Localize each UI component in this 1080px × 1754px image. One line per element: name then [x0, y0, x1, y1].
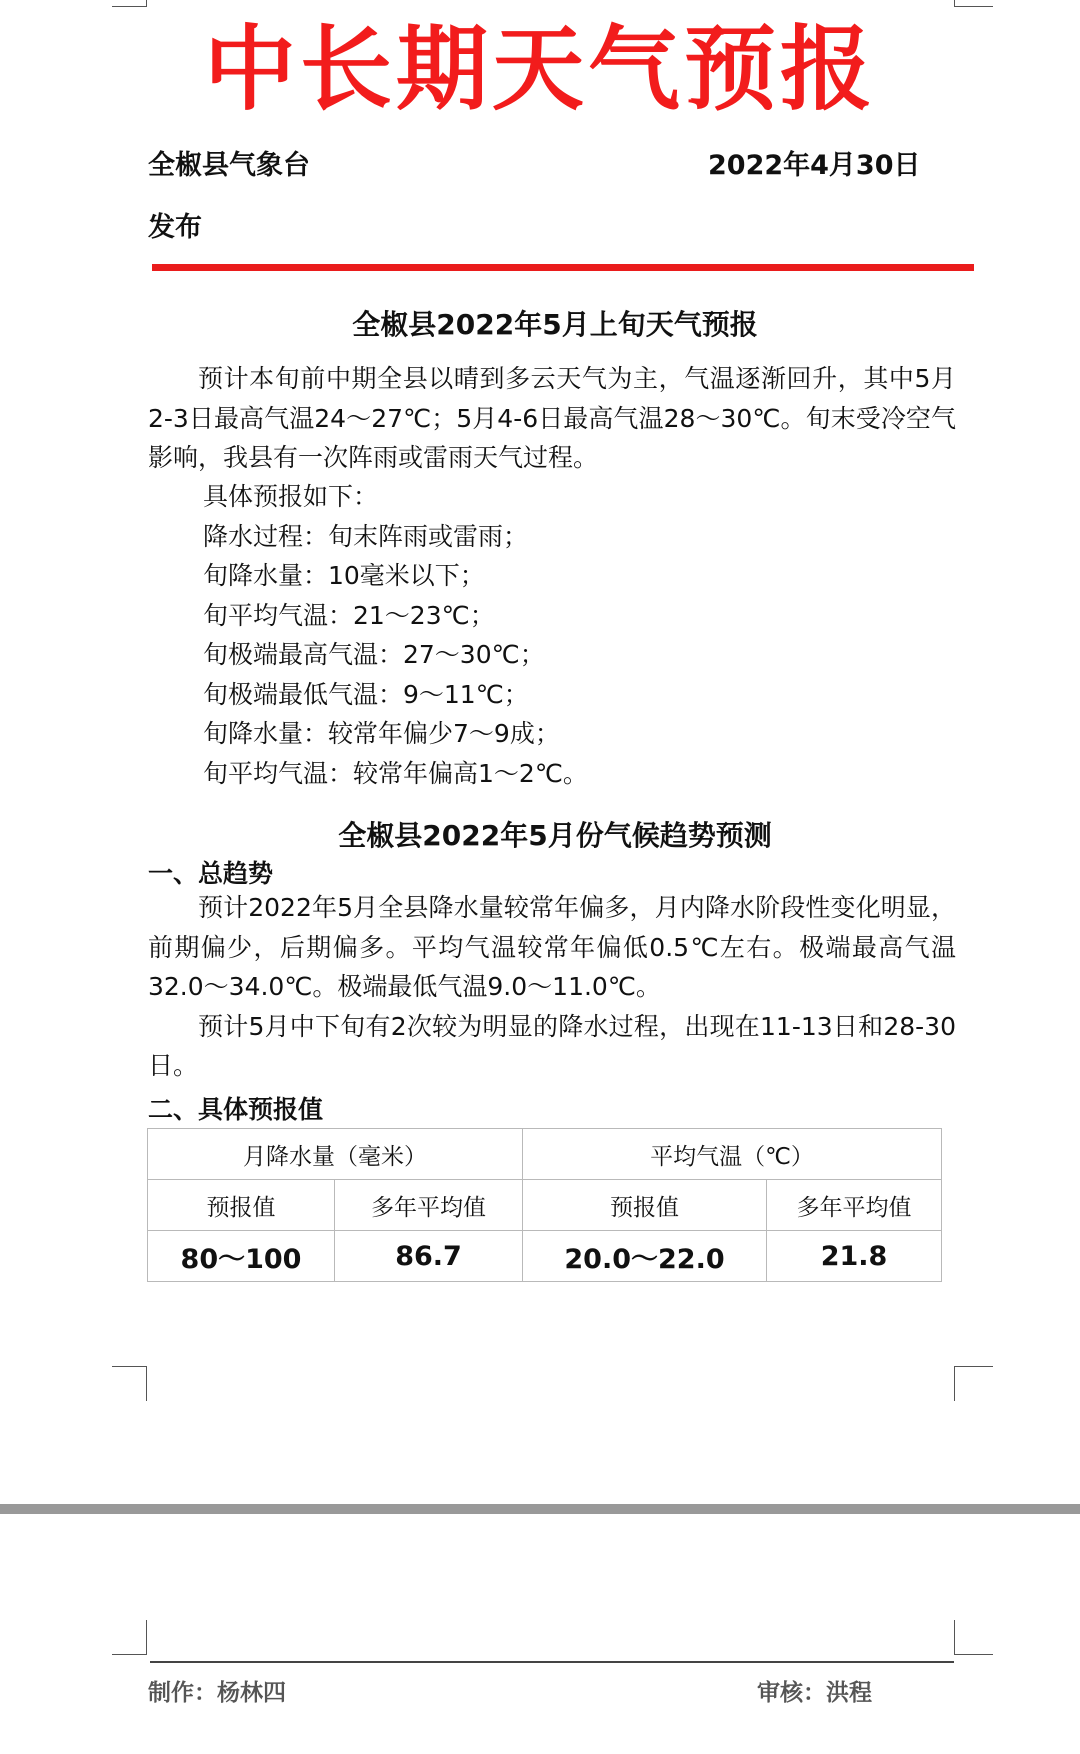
- trend-paragraph: 预计2022年5月全县降水量较常年偏多，月内降水阶段性变化明显，前期偏少，后期偏多。平均气温较常年偏低0.5℃左右。极端最高气温32.0～34.0℃。极端最低气温9.0～11.0℃。: [148, 893, 956, 1001]
- masthead-title: 中长期天气预报: [203, 16, 876, 123]
- section-heading: 一、总趋势: [148, 859, 274, 888]
- crop-mark: [112, 1620, 147, 1655]
- forecast-values-table: [147, 1128, 942, 1282]
- issuer-name: 全椒县气象台: [148, 150, 310, 181]
- footer-divider: [150, 1661, 954, 1663]
- section-heading: 二、具体预报值: [148, 1095, 324, 1124]
- footer-maker: 制作：杨林四: [148, 1680, 286, 1706]
- monthly-trend-text: [148, 888, 956, 1086]
- monthly-forecast-title: 全椒县2022年5月份气候趋势预测: [338, 819, 772, 852]
- detail-item: 旬平均气温：21～23℃；: [203, 600, 495, 630]
- publish-label: 发布: [148, 212, 202, 243]
- detail-item: 具体预报如下：: [203, 482, 379, 511]
- issue-date: 2022年4月30日: [708, 150, 921, 181]
- dekad-forecast-title: 全椒县2022年5月上旬天气预报: [352, 308, 758, 341]
- detail-item: 降水过程：旬末阵雨或雷雨；: [203, 521, 529, 551]
- table-column-header: 多年平均值: [335, 1180, 523, 1231]
- detail-item: 旬降水量：较常年偏少7～9成；: [203, 719, 560, 748]
- trend-paragraph: 预计5月中下旬有2次较为明显的降水过程，出现在11-13日和28-30日。: [148, 1011, 956, 1080]
- crop-mark: [954, 1366, 993, 1401]
- footer-reviewer: 审核：洪程: [757, 1680, 872, 1706]
- crop-mark: [954, 0, 993, 7]
- table-cell: 20.0～22.0: [523, 1231, 767, 1282]
- table-group-header: 月降水量（毫米）: [148, 1129, 523, 1180]
- detail-item: 旬平均气温：较常年偏高1～2℃。: [203, 758, 588, 788]
- red-divider: [152, 264, 974, 271]
- page-break-band: [0, 1504, 1080, 1514]
- dekad-summary-text: 预计本旬前中期全县以晴到多云天气为主，气温逐渐回升，其中5月2-3日最高气温24～27℃；5月4-6日最高气温28～30℃。旬末受冷空气影响，我县有一次阵雨或雷雨天气过程。: [148, 364, 956, 472]
- table-group-header: 平均气温（℃）: [523, 1129, 942, 1180]
- dekad-summary: [148, 359, 956, 478]
- crop-mark: [112, 0, 147, 7]
- table-column-header: 预报值: [523, 1180, 767, 1231]
- crop-mark: [954, 1620, 993, 1655]
- table-cell: 21.8: [767, 1231, 942, 1282]
- detail-item: 旬极端最低气温：9～11℃；: [203, 679, 529, 709]
- table-cell: 80～100: [148, 1231, 335, 1282]
- dekad-detail-list: [203, 477, 588, 793]
- table-cell: 86.7: [335, 1231, 523, 1282]
- table-column-header: 多年平均值: [767, 1180, 942, 1231]
- table-column-header: 预报值: [148, 1180, 335, 1231]
- detail-item: 旬极端最高气温：27～30℃；: [203, 640, 545, 669]
- crop-mark: [112, 1366, 147, 1401]
- detail-item: 旬降水量：10毫米以下；: [203, 561, 485, 590]
